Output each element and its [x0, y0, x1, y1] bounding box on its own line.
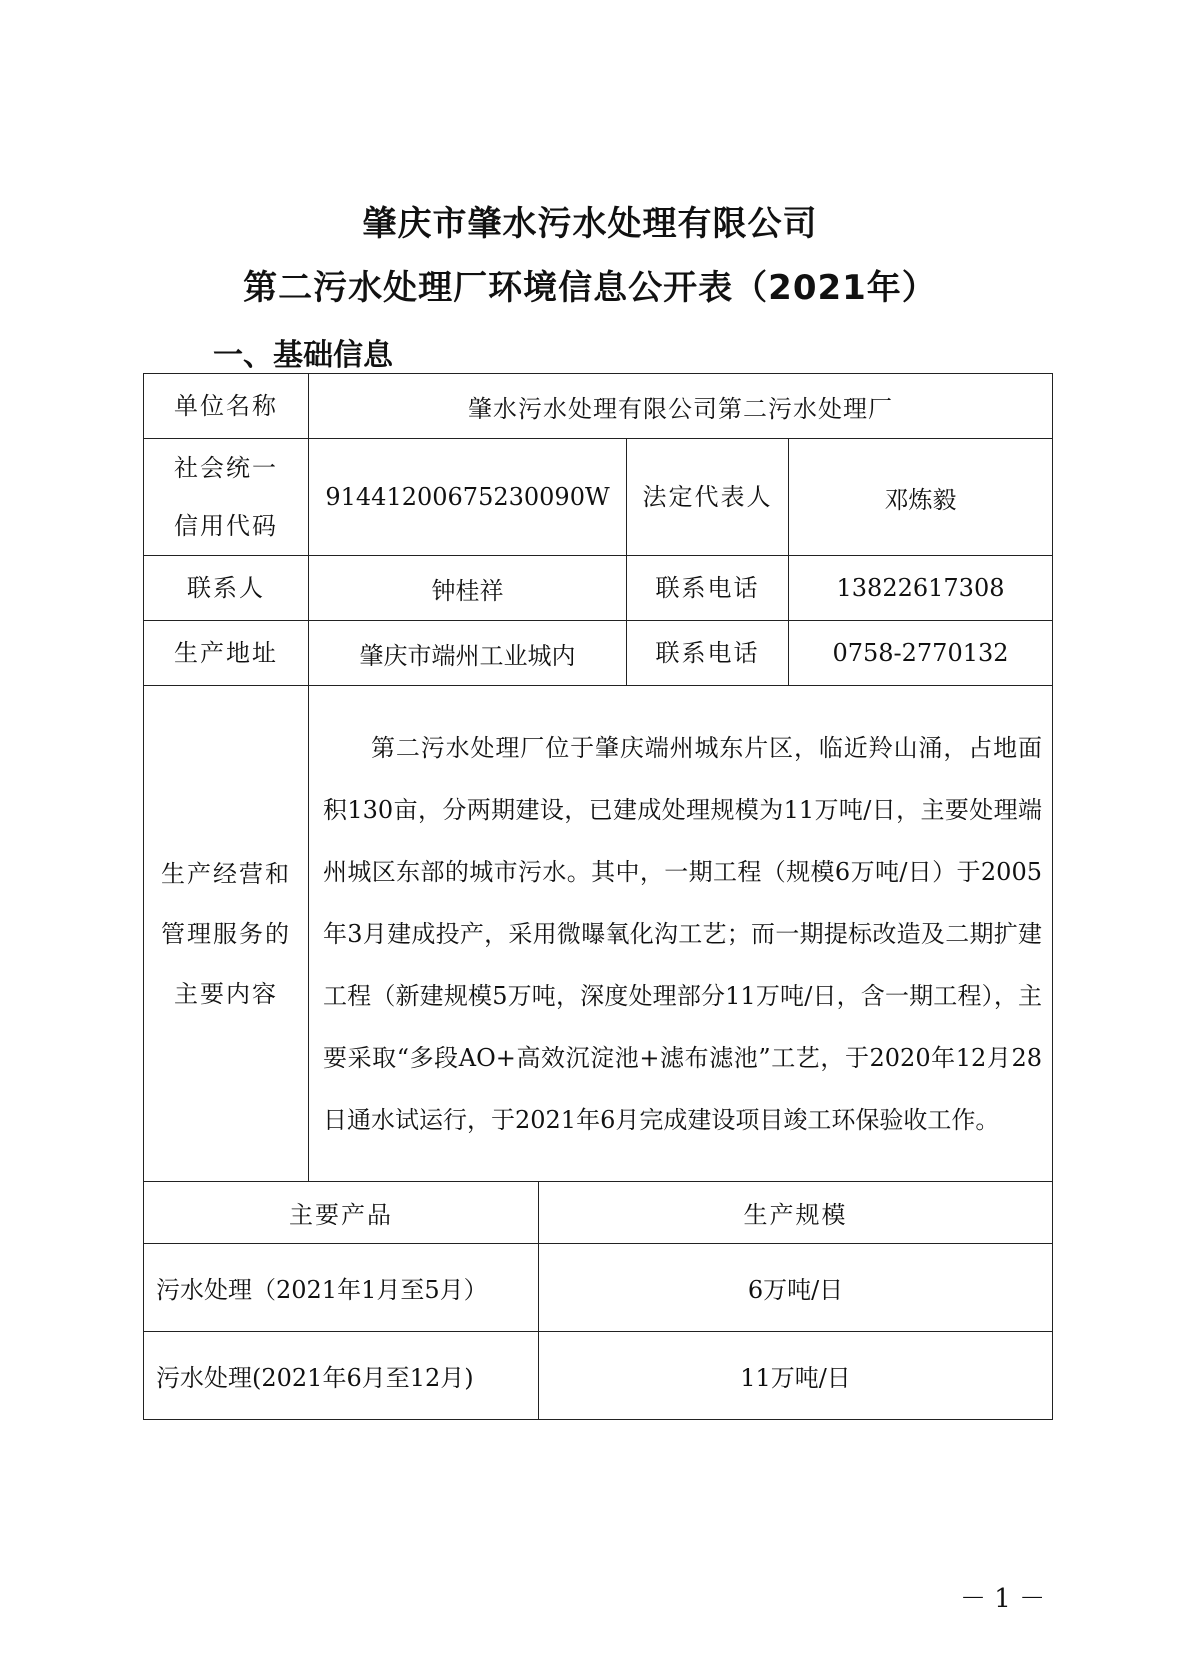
address-label: 生产地址: [144, 621, 309, 686]
basic-info-table: [143, 373, 1053, 1182]
product-scale: 6万吨/日: [539, 1244, 1053, 1332]
main-content-label-line3: 主要内容: [174, 979, 278, 1008]
unit-name-value: 肇水污水处理有限公司第二污水处理厂: [309, 374, 1053, 439]
page-number: － 1 －: [960, 1584, 1046, 1614]
credit-code-value: 91441200675230090W: [309, 439, 627, 556]
credit-code-label: [144, 439, 309, 556]
legal-rep-value: 邓炼毅: [789, 439, 1053, 556]
credit-code-label-line1: 社会统一: [174, 454, 278, 482]
section-heading-basic-info: 一、基础信息: [213, 338, 393, 373]
row-main-content: [144, 686, 1053, 1182]
products-header-scale: 生产规模: [539, 1182, 1053, 1244]
main-content-label: [144, 686, 309, 1182]
row-address: [144, 621, 1053, 686]
address-phone-label: 联系电话: [627, 621, 789, 686]
contact-person-label: 联系人: [144, 556, 309, 621]
unit-name-label: 单位名称: [144, 374, 309, 439]
row-contact: [144, 556, 1053, 621]
table-row: [144, 1244, 1053, 1332]
row-credit-code: [144, 439, 1053, 556]
legal-rep-label: 法定代表人: [627, 439, 789, 556]
credit-code-label-line2: 信用代码: [174, 512, 278, 540]
document-title-line2: 第二污水处理厂环境信息公开表（2021年）: [243, 268, 937, 308]
products-table: [143, 1181, 1053, 1420]
row-unit-name: [144, 374, 1053, 439]
products-header-product: 主要产品: [144, 1182, 539, 1244]
contact-phone-label: 联系电话: [627, 556, 789, 621]
contact-phone-value: 13822617308: [789, 556, 1053, 621]
address-value: 肇庆市端州工业城内: [309, 621, 627, 686]
table-row: [144, 1332, 1053, 1420]
main-content-value: 第二污水处理厂位于肇庆端州城东片区，临近羚山涌，占地面积130亩，分两期建设，已建成处理规模为11万吨/日，主要处理端州城区东部的城市污水。其中，一期工程（规模6万吨/日）于2005年3月建成投产，采用微曝氧化沟工艺；而一期提标改造及二期扩建工程（新建规模5万吨，深度处理部分11万吨/日，含一期工程），主要采取“多段AO+高效沉淀池+滤布滤池”工艺，于2020年12月28日通水试运行，于2021年6月完成建设项目竣工环保验收工作。: [309, 686, 1053, 1182]
product-name: 污水处理（2021年1月至5月）: [144, 1244, 539, 1332]
contact-person-value: 钟桂祥: [309, 556, 627, 621]
address-phone-value: 0758-2770132: [789, 621, 1053, 686]
main-content-label-line2: 管理服务的: [161, 919, 291, 948]
product-scale: 11万吨/日: [539, 1332, 1053, 1420]
document-title-line1: 肇庆市肇水污水处理有限公司: [362, 204, 818, 244]
main-content-label-line1: 生产经营和: [161, 859, 291, 888]
products-header-row: [144, 1182, 1053, 1244]
product-name: 污水处理(2021年6月至12月): [144, 1332, 539, 1420]
